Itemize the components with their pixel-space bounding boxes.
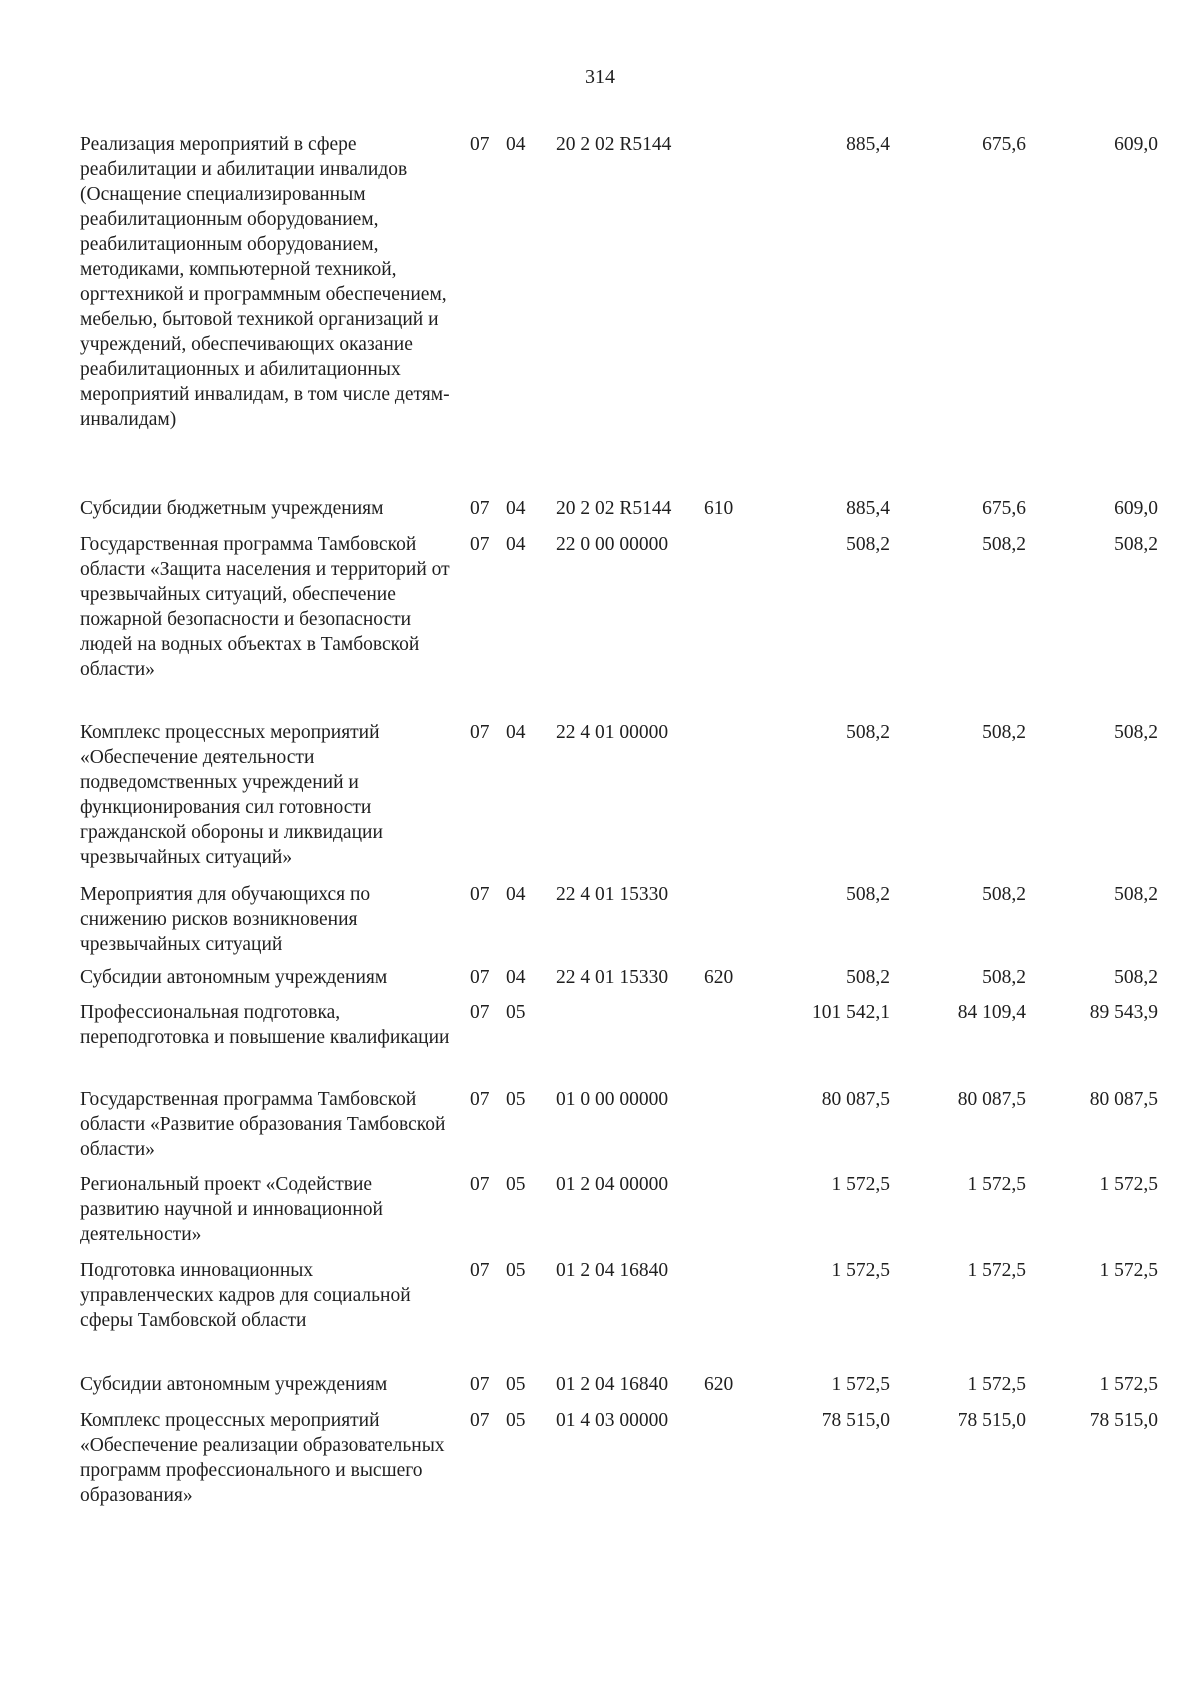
- row-subsection: 05: [506, 1089, 526, 1110]
- row-subsection: 05: [506, 1002, 526, 1023]
- row-amount-1: 78 515,0: [821, 1410, 890, 1431]
- row-target-code: 01 4 03 00000: [556, 1410, 669, 1431]
- row-name: Профессиональная подготовка, переподготовка и повышение квалификации: [80, 1002, 450, 1048]
- row-amount-3: 1 572,5: [1099, 1260, 1158, 1281]
- row-amount-1: 1 572,5: [831, 1260, 890, 1281]
- row-target-code: 20 2 02 R5144: [556, 134, 672, 155]
- row-amount-3: 508,2: [1114, 534, 1158, 555]
- row-expense-type: 620: [704, 1374, 734, 1395]
- row-target-code: 20 2 02 R5144: [556, 498, 672, 519]
- row-name: Комплекс процессных мероприятий «Обеспечение реализации образовательных программ профессионального и высшего образования»: [80, 1410, 445, 1506]
- row-amount-3: 78 515,0: [1089, 1410, 1158, 1431]
- row-subsection: 04: [506, 722, 526, 743]
- row-amount-1: 1 572,5: [831, 1374, 890, 1395]
- row-amount-1: 885,4: [846, 134, 890, 155]
- row-amount-3: 508,2: [1114, 722, 1158, 743]
- row-subsection: 04: [506, 498, 526, 519]
- row-target-code: 01 2 04 16840: [556, 1260, 669, 1281]
- row-name: Субсидии автономным учреждениям: [80, 967, 388, 988]
- row-amount-1: 1 572,5: [831, 1174, 890, 1195]
- row-amount-3: 1 572,5: [1099, 1174, 1158, 1195]
- row-section: 07: [470, 967, 490, 988]
- row-name: Государственная программа Тамбовской области «Развитие образования Тамбовской области»: [80, 1089, 446, 1160]
- row-section: 07: [470, 1089, 490, 1110]
- row-name: Региональный проект «Содействие развитию научной и инновационной деятельности»: [80, 1174, 383, 1245]
- row-subsection: 05: [506, 1410, 526, 1431]
- row-section: 07: [470, 884, 490, 905]
- row-subsection: 05: [506, 1174, 526, 1195]
- row-amount-1: 508,2: [846, 534, 890, 555]
- row-section: 07: [470, 722, 490, 743]
- page-number: 314: [585, 66, 615, 88]
- row-amount-3: 89 543,9: [1089, 1002, 1158, 1023]
- row-amount-2: 675,6: [982, 134, 1026, 155]
- row-amount-2: 508,2: [982, 884, 1026, 905]
- row-amount-2: 1 572,5: [967, 1174, 1026, 1195]
- row-amount-1: 508,2: [846, 967, 890, 988]
- row-subsection: 04: [506, 967, 526, 988]
- row-target-code: 01 0 00 00000: [556, 1089, 669, 1110]
- row-amount-2: 84 109,4: [957, 1002, 1026, 1023]
- row-subsection: 04: [506, 134, 526, 155]
- row-subsection: 04: [506, 884, 526, 905]
- row-amount-1: 80 087,5: [821, 1089, 890, 1110]
- row-amount-3: 508,2: [1114, 884, 1158, 905]
- row-expense-type: 610: [704, 498, 734, 519]
- row-amount-1: 508,2: [846, 884, 890, 905]
- row-name: Субсидии бюджетным учреждениям: [80, 498, 384, 519]
- row-amount-1: 508,2: [846, 722, 890, 743]
- row-amount-2: 80 087,5: [957, 1089, 1026, 1110]
- row-target-code: 22 4 01 15330: [556, 967, 669, 988]
- row-section: 07: [470, 534, 490, 555]
- row-amount-2: 508,2: [982, 534, 1026, 555]
- row-amount-2: 508,2: [982, 722, 1026, 743]
- row-amount-3: 80 087,5: [1089, 1089, 1158, 1110]
- row-amount-2: 1 572,5: [967, 1260, 1026, 1281]
- row-amount-2: 78 515,0: [957, 1410, 1026, 1431]
- row-amount-3: 609,0: [1114, 134, 1158, 155]
- row-target-code: 01 2 04 16840: [556, 1374, 669, 1395]
- row-section: 07: [470, 134, 490, 155]
- row-subsection: 05: [506, 1374, 526, 1395]
- row-section: 07: [470, 1374, 490, 1395]
- row-amount-2: 508,2: [982, 967, 1026, 988]
- row-amount-2: 1 572,5: [967, 1374, 1026, 1395]
- row-amount-3: 609,0: [1114, 498, 1158, 519]
- row-target-code: 01 2 04 00000: [556, 1174, 669, 1195]
- row-section: 07: [470, 1002, 490, 1023]
- row-name: Государственная программа Тамбовской области «Защита населения и территорий от чрезвычайных ситуаций, обеспечение пожарной безопасности и безопасности людей на водных объектах в Тамбовской области»: [80, 534, 450, 680]
- row-name: Подготовка инновационных управленческих кадров для социальной сферы Тамбовской области: [80, 1260, 411, 1331]
- row-name: Комплекс процессных мероприятий «Обеспечение деятельности подведомственных учреждений и функционирования сил готовности гражданской обороны и ликвидации чрезвычайных ситуаций»: [80, 722, 383, 868]
- row-amount-2: 675,6: [982, 498, 1026, 519]
- row-section: 07: [470, 1260, 490, 1281]
- row-amount-3: 1 572,5: [1099, 1374, 1158, 1395]
- row-subsection: 04: [506, 534, 526, 555]
- row-target-code: 22 0 00 00000: [556, 534, 669, 555]
- row-amount-1: 101 542,1: [812, 1002, 890, 1023]
- row-amount-3: 508,2: [1114, 967, 1158, 988]
- row-name: Реализация мероприятий в сфере реабилитации и абилитации инвалидов (Оснащение специализированным реабилитационным оборудованием, реабилитационным оборудованием, методиками, компьютерной техникой, оргтехникой и программным обеспечением, мебелью, бытовой техникой организаций и учреждений, обеспечивающих оказание реабилитационных и абилитационных мероприятий инвалидам, в том числе детям-инвалидам): [80, 134, 450, 430]
- row-target-code: 22 4 01 00000: [556, 722, 669, 743]
- row-section: 07: [470, 1174, 490, 1195]
- row-section: 07: [470, 498, 490, 519]
- row-section: 07: [470, 1410, 490, 1431]
- row-expense-type: 620: [704, 967, 734, 988]
- row-name: Мероприятия для обучающихся по снижению рисков возникновения чрезвычайных ситуаций: [80, 884, 371, 955]
- row-amount-1: 885,4: [846, 498, 890, 519]
- row-name: Субсидии автономным учреждениям: [80, 1374, 388, 1395]
- row-target-code: 22 4 01 15330: [556, 884, 669, 905]
- row-subsection: 05: [506, 1260, 526, 1281]
